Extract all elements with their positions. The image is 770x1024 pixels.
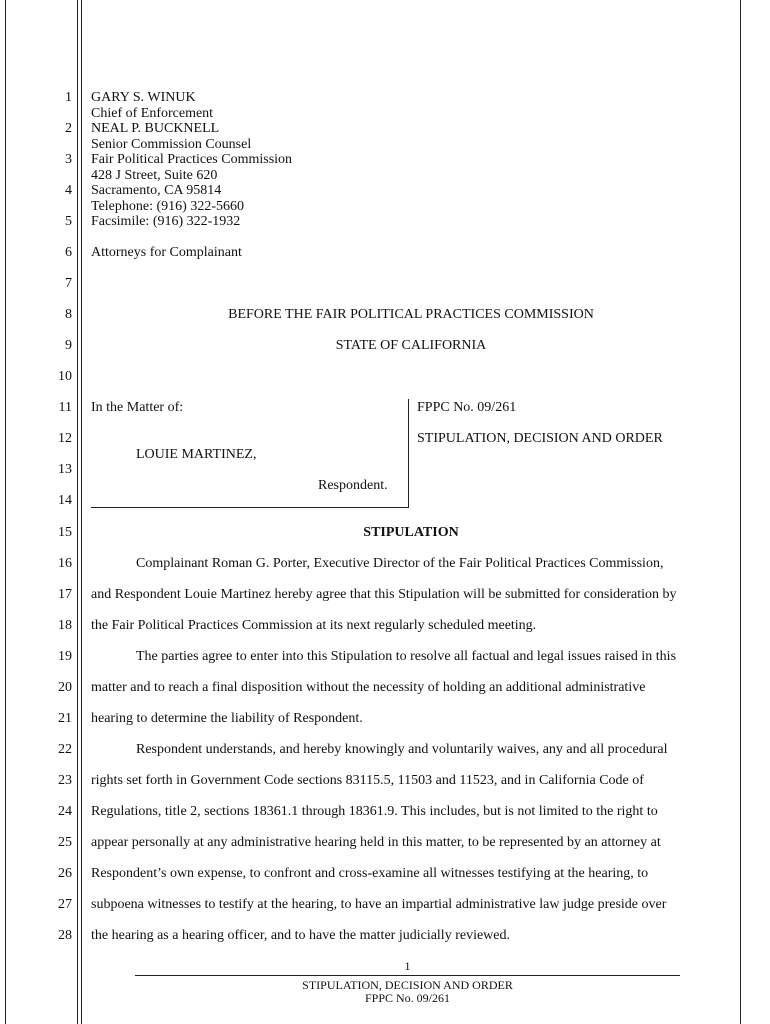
attorney-title: Chief of Enforcement	[91, 105, 214, 121]
respondent-label: Respondent.	[318, 478, 388, 493]
line-number: 10	[58, 369, 72, 384]
body-line: matter and to reach a final disposition without the necessity of holding an additional administrative	[91, 680, 646, 695]
line-number: 15	[58, 525, 72, 540]
line-number: 11	[58, 400, 72, 415]
margin-rule-inner-2	[81, 0, 82, 1024]
line-number: 25	[58, 835, 72, 850]
body-line: Regulations, title 2, sections 18361.1 through 18361.9. This includes, but is not limited to the right to	[91, 804, 658, 819]
body-line: subpoena witnesses to testify at the hearing, to have an impartial administrative law judge preside over	[91, 897, 667, 912]
line-number: 21	[58, 711, 72, 726]
body-line: rights set forth in Government Code sections 83115.5, 11503 and 11523, and in California Code of	[91, 773, 644, 788]
line-number: 20	[58, 680, 72, 695]
facsimile: Facsimile: (916) 322-1932	[91, 214, 241, 229]
page-number: 1	[404, 959, 411, 973]
line-number: 18	[58, 618, 72, 633]
respondent-name: LOUIE MARTINEZ,	[136, 447, 257, 462]
margin-rule-inner-1	[77, 0, 78, 1024]
telephone: Telephone: (916) 322-5660	[91, 198, 244, 214]
body-line: Respondent understands, and hereby knowingly and voluntarily waives, any and all procedural	[136, 742, 668, 757]
body-line: Respondent’s own expense, to confront and cross-examine all witnesses testifying at the hearing, to	[91, 866, 649, 881]
attorney-name: NEAL P. BUCKNELL	[91, 121, 220, 136]
line-number: 23	[58, 773, 72, 788]
section-heading: STIPULATION	[363, 525, 459, 540]
line-number: 19	[58, 649, 72, 664]
line-number: 22	[58, 742, 72, 757]
matter-label: In the Matter of:	[91, 400, 184, 415]
line-number: 27	[58, 897, 72, 912]
footer-rule	[135, 975, 680, 976]
street-address: 428 J Street, Suite 620	[91, 167, 218, 183]
attorney-header	[91, 90, 292, 230]
line-number: 6	[65, 245, 72, 260]
line-number: 2	[65, 121, 72, 136]
case-number: FPPC No. 09/261	[417, 400, 517, 415]
footer-case-number: FPPC No. 09/261	[364, 991, 451, 1005]
body-line: the hearing as a hearing officer, and to have the matter judicially reviewed.	[91, 928, 511, 943]
line-number: 14	[58, 493, 72, 508]
line-number: 3	[65, 152, 72, 167]
body-line: the Fair Political Practices Commission at its next regularly scheduled meeting.	[91, 618, 537, 633]
line-number: 9	[65, 338, 72, 353]
line-number: 17	[58, 587, 72, 602]
line-number: 8	[65, 307, 72, 322]
line-number: 1	[65, 90, 72, 105]
body-line: and Respondent Louie Martinez hereby agree that this Stipulation will be submitted for consideration by	[91, 587, 677, 602]
margin-rule-right	[740, 0, 741, 1024]
attorneys-for: Attorneys for Complainant	[91, 245, 242, 260]
line-number: 28	[58, 928, 72, 943]
document-title: STIPULATION, DECISION AND ORDER	[417, 431, 663, 446]
attorney-name: GARY S. WINUK	[91, 90, 196, 105]
line-number: 13	[58, 462, 72, 477]
body-line: Complainant Roman G. Porter, Executive Director of the Fair Political Practices Commission,	[136, 556, 664, 571]
line-number: 26	[58, 866, 72, 881]
body-line: hearing to determine the liability of Respondent.	[91, 711, 363, 726]
line-number: 5	[65, 214, 72, 229]
city-address: Sacramento, CA 95814	[91, 183, 222, 198]
caption-underline	[91, 507, 409, 508]
body-line: The parties agree to enter into this Stipulation to resolve all factual and legal issues raised in this	[136, 649, 677, 664]
line-number: 4	[65, 183, 72, 198]
line-number: 24	[58, 804, 72, 819]
line-number: 16	[58, 556, 72, 571]
state-title: STATE OF CALIFORNIA	[335, 338, 487, 353]
line-number: 12	[58, 431, 72, 446]
margin-rule-outer	[5, 0, 6, 1024]
footer-title: STIPULATION, DECISION AND ORDER	[302, 978, 513, 992]
line-number: 7	[65, 276, 72, 291]
agency-name: Fair Political Practices Commission	[91, 152, 293, 167]
court-title: BEFORE THE FAIR POLITICAL PRACTICES COMMISSION	[228, 307, 594, 322]
body-line: appear personally at any administrative hearing held in this matter, to be represented by an attorney at	[91, 835, 661, 850]
attorney-title: Senior Commission Counsel	[91, 136, 252, 152]
caption-divider	[408, 399, 409, 508]
